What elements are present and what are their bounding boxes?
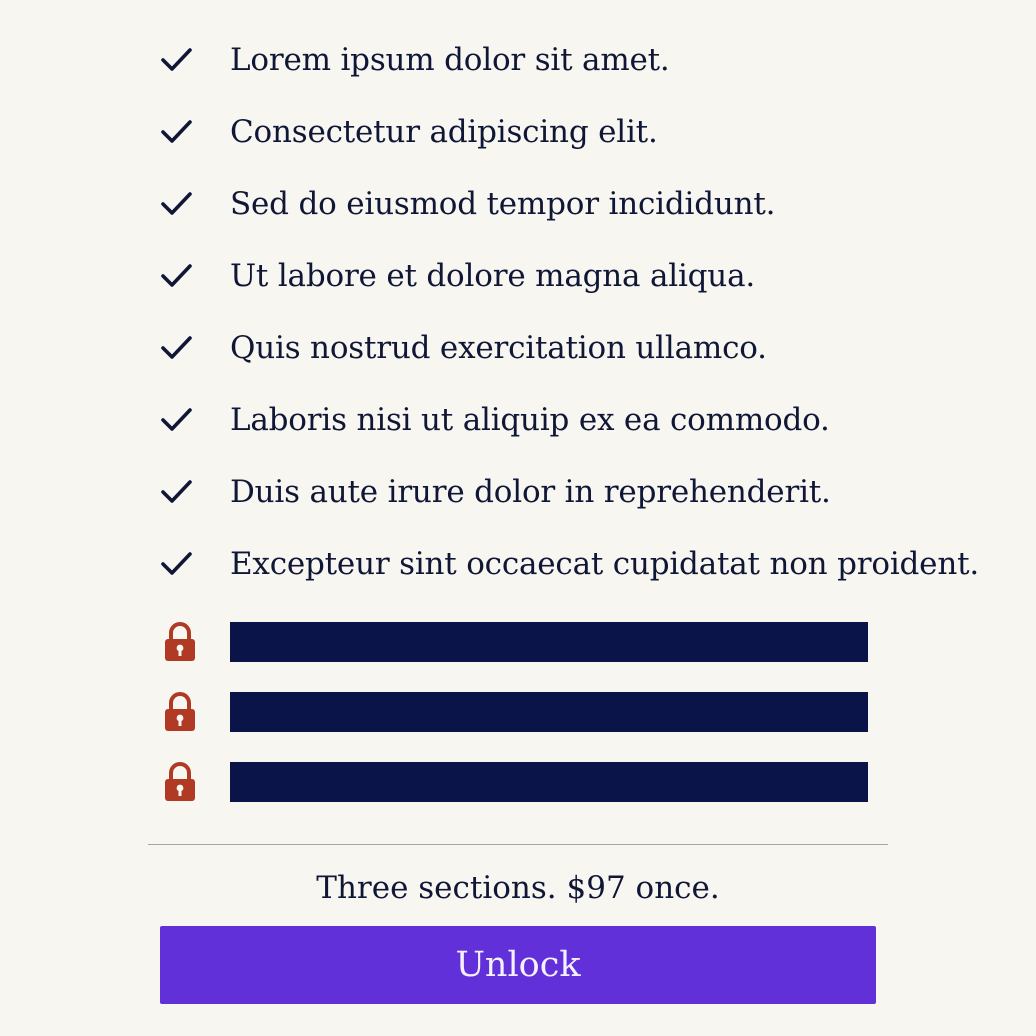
- locked-item: [162, 620, 882, 664]
- feature-item: [160, 398, 900, 442]
- unlock-button[interactable]: Unlock: [160, 926, 876, 1004]
- feature-text: Consectetur adipiscing elit.: [230, 114, 658, 150]
- check-icon: [160, 542, 204, 586]
- check-icon: [160, 398, 204, 442]
- check-icon: [160, 326, 204, 370]
- feature-text: Laboris nisi ut aliquip ex ea commodo.: [230, 402, 830, 438]
- feature-text: Lorem ipsum dolor sit amet.: [230, 42, 670, 78]
- redacted-bar: [230, 622, 868, 662]
- feature-text: Duis aute irure dolor in reprehenderit.: [230, 474, 831, 510]
- feature-item: [160, 182, 900, 226]
- price-text: Three sections. $97 once.: [316, 870, 720, 906]
- feature-item: [160, 110, 900, 154]
- feature-text: Ut labore et dolore magna aliqua.: [230, 258, 756, 294]
- feature-item: [160, 254, 900, 298]
- feature-text: Excepteur sint occaecat cupidatat non proident.: [230, 546, 979, 582]
- check-icon: [160, 470, 204, 514]
- feature-item: [160, 542, 979, 586]
- divider: [148, 844, 888, 845]
- lock-icon: [162, 690, 198, 734]
- feature-item: [160, 470, 900, 514]
- check-icon: [160, 110, 204, 154]
- redacted-bar: [230, 762, 868, 802]
- locked-item: [162, 760, 882, 804]
- locked-item: [162, 690, 882, 734]
- lock-icon: [162, 620, 198, 664]
- feature-text: Sed do eiusmod tempor incididunt.: [230, 186, 776, 222]
- redacted-bar: [230, 692, 868, 732]
- lock-icon: [162, 760, 198, 804]
- check-icon: [160, 182, 204, 226]
- feature-item: [160, 326, 900, 370]
- feature-text: Quis nostrud exercitation ullamco.: [230, 330, 767, 366]
- check-icon: [160, 254, 204, 298]
- feature-item: [160, 38, 900, 82]
- check-icon: [160, 38, 204, 82]
